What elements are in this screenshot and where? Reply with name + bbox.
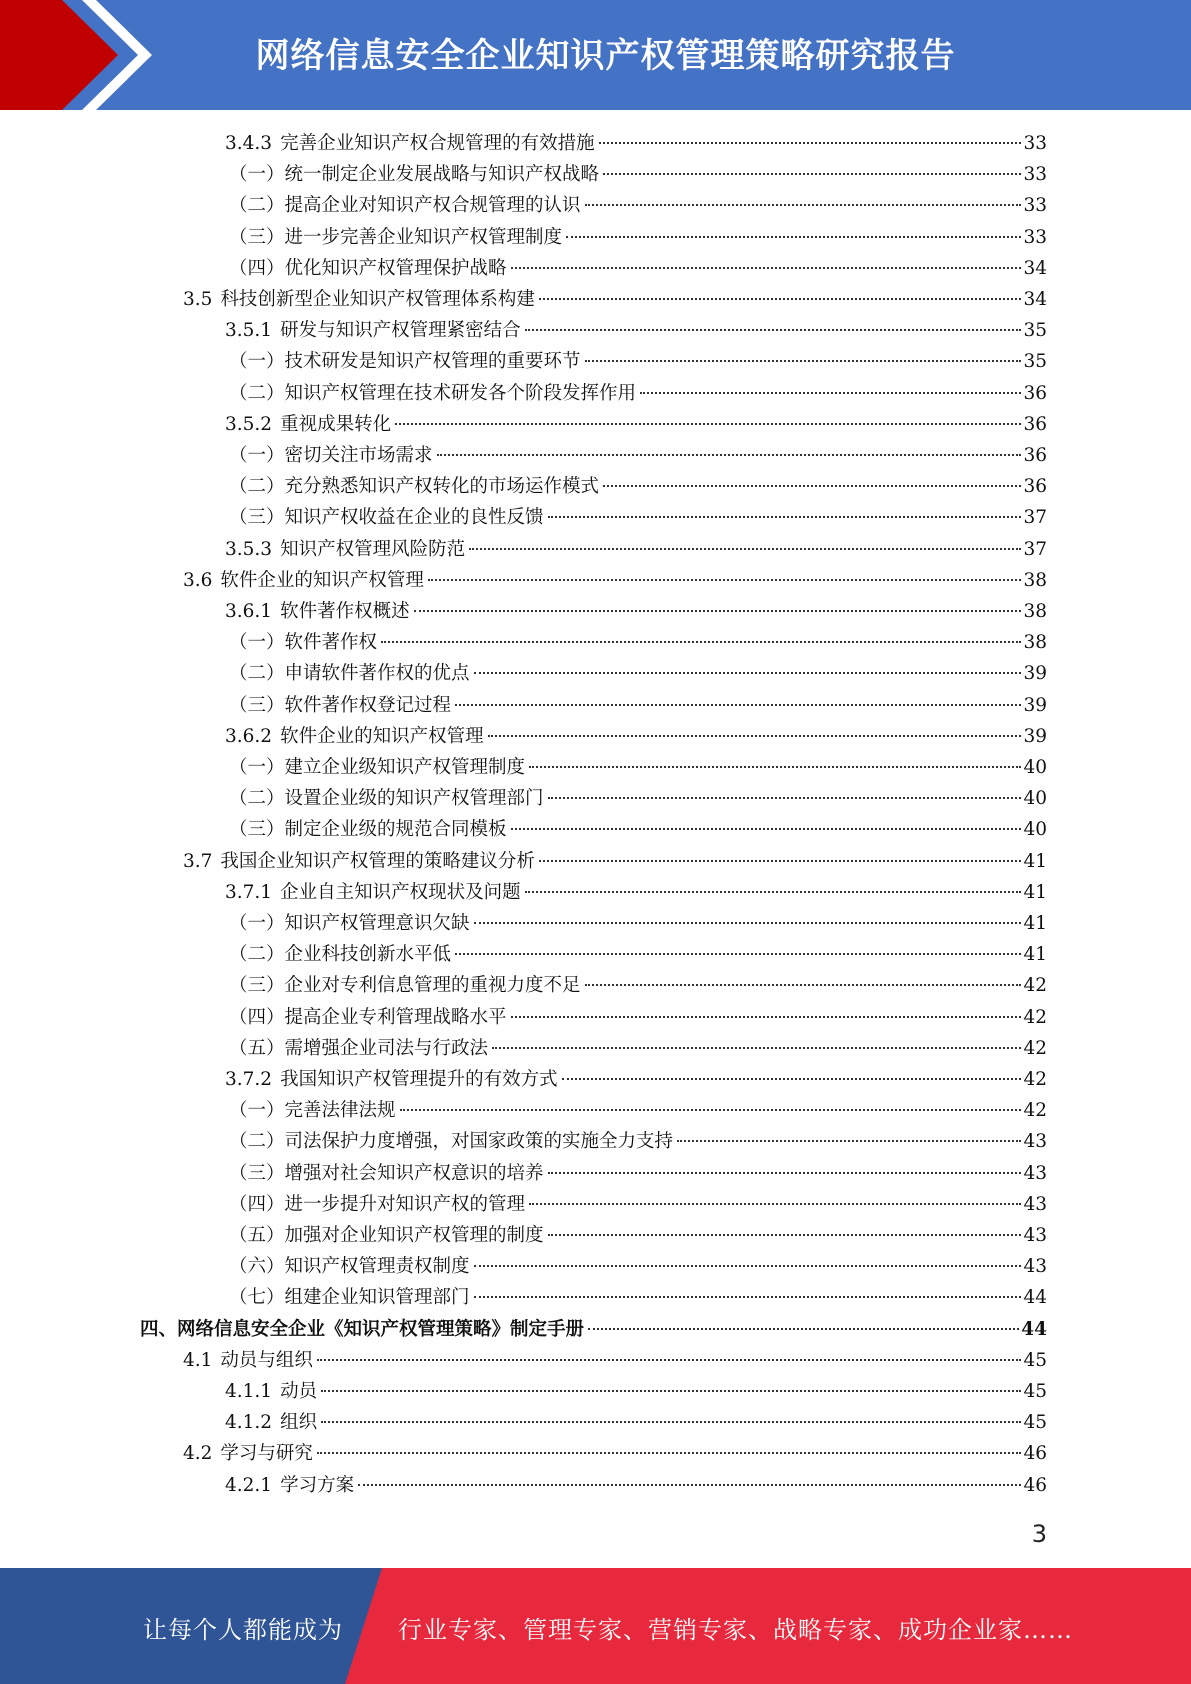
toc-dot-leader (492, 1047, 1021, 1049)
toc-entry-number: 4.1.1 (225, 1381, 273, 1402)
toc-dot-leader (539, 298, 1022, 300)
toc-entry-label: （三）知识产权收益在企业的良性反馈 (229, 507, 544, 529)
toc-dot-leader (474, 1265, 1022, 1267)
toc-entry[interactable] (229, 1220, 1047, 1251)
toc-dot-leader (585, 360, 1022, 362)
toc-entry[interactable] (229, 440, 1047, 471)
toc-entry-label: 软件著作权概述 (280, 601, 410, 622)
toc-entry-page: 37 (1023, 538, 1047, 560)
toc-entry[interactable] (225, 1407, 1047, 1438)
toc-dot-leader (640, 392, 1021, 394)
toc-entry-page: 37 (1023, 507, 1047, 529)
toc-dot-leader (358, 1484, 1021, 1486)
toc-dot-leader (585, 204, 1022, 206)
toc-entry[interactable] (229, 1126, 1047, 1157)
toc-dot-leader (603, 173, 1021, 175)
toc-entry-number: 4.1 (183, 1349, 213, 1371)
toc-entry-page: 36 (1023, 476, 1047, 498)
toc-entry-page: 39 (1023, 725, 1047, 747)
toc-entry[interactable] (225, 877, 1047, 908)
toc-entry-label: （二）知识产权管理在技术研发各个阶段发挥作用 (229, 382, 637, 404)
toc-entry-label: （二）设置企业级的知识产权管理部门 (229, 788, 544, 810)
toc-entry-label: 研发与知识产权管理紧密结合 (280, 320, 521, 342)
toc-entry-page: 38 (1023, 569, 1047, 591)
toc-dot-leader (414, 610, 1022, 612)
toc-entry-page: 38 (1023, 632, 1047, 654)
toc-dot-leader (603, 485, 1021, 487)
toc-dot-leader (585, 984, 1022, 986)
toc-entry[interactable] (229, 1158, 1047, 1189)
toc-entry-label: 完善企业知识产权合规管理的有效措施 (280, 133, 595, 154)
toc-entry[interactable] (225, 1064, 1047, 1095)
toc-entry-label: （三）企业对专利信息管理的重视力度不足 (229, 975, 581, 997)
toc-dot-leader (677, 1140, 1021, 1142)
toc-dot-leader (511, 828, 1022, 830)
toc-entry-page: 41 (1023, 913, 1047, 934)
toc-entry-label: （二）提高企业对知识产权合规管理的认识 (229, 195, 581, 217)
toc-entry[interactable] (229, 1282, 1047, 1313)
toc-entry-page: 42 (1023, 1069, 1047, 1090)
toc-entry-number: 3.4.3 (225, 133, 273, 154)
toc-entry-label: 学习与研究 (220, 1443, 313, 1465)
toc-entry[interactable] (225, 315, 1047, 346)
toc-entry-page: 44 (1021, 1318, 1047, 1340)
toc-dot-leader (317, 1359, 1022, 1361)
toc-entry[interactable] (229, 1251, 1047, 1282)
toc-entry-number: 4.2 (183, 1443, 213, 1465)
toc-entry-label: （三）软件著作权登记过程 (229, 694, 452, 716)
toc-dot-leader (321, 1390, 1021, 1392)
toc-entry[interactable] (183, 1438, 1047, 1469)
toc-entry[interactable] (229, 502, 1047, 533)
toc-entry-label: （一）知识产权管理意识欠缺 (229, 913, 470, 934)
toc-entry[interactable] (229, 627, 1047, 658)
toc-dot-leader (381, 641, 1021, 643)
toc-entry-number: 3.5 (183, 289, 213, 310)
toc-entry[interactable] (229, 970, 1047, 1001)
toc-entry[interactable] (225, 596, 1047, 627)
toc-entry[interactable] (225, 534, 1047, 565)
toc-entry-page: 33 (1023, 164, 1047, 186)
toc-entry-label: （一）软件著作权 (229, 632, 378, 654)
toc-entry-label: （二）司法保护力度增强，对国家政策的实施全力支持 (229, 1131, 674, 1153)
toc-dot-leader (469, 548, 1021, 550)
toc-entry-label: 软件企业的知识产权管理 (220, 569, 424, 591)
toc-entry[interactable] (225, 128, 1047, 159)
toc-entry-page: 43 (1023, 1162, 1047, 1184)
toc-entry[interactable] (229, 814, 1047, 845)
toc-dot-leader (428, 579, 1022, 581)
toc-entry-page: 36 (1023, 445, 1047, 466)
toc-dot-leader (562, 1078, 1022, 1080)
toc-entry-number: 3.5.3 (225, 538, 273, 560)
toc-entry-page: 42 (1023, 1006, 1047, 1028)
toc-entry-page: 36 (1023, 382, 1047, 404)
toc-entry-label: （五）需增强企业司法与行政法 (229, 1037, 489, 1059)
toc-entry[interactable] (229, 1095, 1047, 1126)
toc-entry-page: 35 (1023, 351, 1047, 373)
toc-entry[interactable] (229, 658, 1047, 689)
toc-entry[interactable] (140, 1314, 1047, 1345)
toc-entry-page: 33 (1023, 226, 1047, 248)
toc-entry[interactable] (225, 1376, 1047, 1407)
toc-entry-page: 42 (1023, 1100, 1047, 1122)
toc-entry-page: 39 (1023, 663, 1047, 685)
toc-entry-number: 4.1.2 (225, 1412, 273, 1434)
toc-entry-page: 45 (1023, 1381, 1047, 1402)
toc-dot-leader (474, 922, 1022, 924)
toc-entry-label: （一）建立企业级知识产权管理制度 (229, 757, 526, 778)
toc-dot-leader (548, 516, 1022, 518)
footer-slogan-right: 行业专家、管理专家、营销专家、战略专家、成功企业家…… (398, 1616, 1073, 1644)
toc-dot-leader (529, 1203, 1021, 1205)
toc-entry-page: 41 (1023, 944, 1047, 966)
toc-entry-label: （二）企业科技创新水平低 (229, 944, 452, 966)
toc-entry-label: （七）组建企业知识管理部门 (229, 1287, 470, 1309)
toc-dot-leader (400, 1109, 1022, 1111)
toc-entry-page: 43 (1023, 1193, 1047, 1215)
toc-entry-page: 36 (1023, 413, 1047, 435)
toc-dot-leader (525, 329, 1022, 331)
page-title: 网络信息安全企业知识产权管理策略研究报告 (255, 36, 956, 76)
toc-entry-label: 科技创新型企业知识产权管理体系构建 (220, 289, 535, 310)
toc-dot-leader (511, 267, 1022, 269)
toc-entry-label: （二）申请软件著作权的优点 (229, 663, 470, 685)
toc-entry-page: 43 (1023, 1225, 1047, 1246)
toc-entry-label: 组织 (280, 1412, 318, 1434)
toc-entry-label: 我国企业知识产权管理的策略建议分析 (220, 850, 535, 872)
toc-entry[interactable] (229, 159, 1047, 190)
toc-entry-label: （三）增强对社会知识产权意识的培养 (229, 1162, 544, 1184)
toc-entry-page: 40 (1023, 819, 1047, 841)
toc-dot-leader (474, 672, 1022, 674)
toc-entry-page: 40 (1023, 757, 1047, 778)
toc-entry-label: 四、网络信息安全企业《知识产权管理策略》制定手册 (140, 1318, 585, 1340)
toc-entry[interactable] (229, 908, 1047, 939)
toc-entry-page: 43 (1023, 1131, 1047, 1153)
toc-entry-number: 3.7.2 (225, 1069, 273, 1090)
toc-dot-leader (455, 704, 1021, 706)
toc-entry-label: （四）进一步提升对知识产权的管理 (229, 1193, 526, 1215)
toc-entry-page: 41 (1023, 850, 1047, 872)
toc-dot-leader (317, 1452, 1022, 1454)
toc-entry-number: 3.7.1 (225, 881, 273, 903)
toc-entry-label: 动员 (280, 1381, 318, 1402)
toc-entry[interactable] (229, 471, 1047, 502)
toc-entry-label: （四）提高企业专利管理战略水平 (229, 1006, 507, 1028)
toc-entry[interactable] (229, 378, 1047, 409)
toc-entry-number: 3.5.2 (225, 413, 273, 435)
toc-entry-page: 44 (1023, 1287, 1047, 1309)
toc-entry-page: 42 (1023, 1037, 1047, 1059)
toc-dot-leader (566, 236, 1021, 238)
toc-entry[interactable] (229, 253, 1047, 284)
toc-dot-leader (474, 1296, 1022, 1298)
toc-entry-page: 41 (1023, 881, 1047, 903)
toc-entry-page: 42 (1023, 975, 1047, 997)
toc-dot-leader (511, 1016, 1022, 1018)
toc-entry-label: 知识产权管理风险防范 (280, 538, 466, 560)
toc-entry-label: 软件企业的知识产权管理 (280, 725, 484, 747)
toc-dot-leader (548, 797, 1022, 799)
toc-entry-page: 38 (1023, 601, 1047, 622)
toc-entry[interactable] (229, 752, 1047, 783)
toc-entry-label: 我国知识产权管理提升的有效方式 (280, 1069, 558, 1090)
toc-dot-leader (437, 454, 1022, 456)
page-header (0, 0, 1191, 110)
page-footer (0, 1568, 1191, 1684)
toc-dot-leader (599, 142, 1022, 144)
page-number: 3 (1031, 1520, 1047, 1548)
toc-entry[interactable] (229, 190, 1047, 221)
footer-slogan-left: 让每个人都能成为 (143, 1616, 343, 1644)
toc-entry-page: 33 (1023, 195, 1047, 217)
toc-entry-page: 45 (1023, 1349, 1047, 1371)
toc-entry-label: （一）密切关注市场需求 (229, 445, 433, 466)
toc-entry-label: （一）统一制定企业发展战略与知识产权战略 (229, 164, 600, 186)
toc-dot-leader (548, 1172, 1022, 1174)
toc-dot-leader (525, 891, 1022, 893)
toc-entry[interactable] (229, 1033, 1047, 1064)
toc-dot-leader (588, 1328, 1019, 1330)
toc-entry-label: （六）知识产权管理责权制度 (229, 1256, 470, 1278)
toc-entry-label: 学习方案 (280, 1474, 355, 1496)
toc-entry[interactable] (225, 409, 1047, 440)
toc-entry-page: 34 (1023, 289, 1047, 310)
toc-entry[interactable] (183, 846, 1047, 877)
toc-dot-leader (455, 953, 1021, 955)
toc-entry-label: （四）优化知识产权管理保护战略 (229, 257, 507, 279)
toc-entry-page: 45 (1023, 1412, 1047, 1434)
toc-entry-label: （一）完善法律法规 (229, 1100, 396, 1122)
toc-entry-page: 43 (1023, 1256, 1047, 1278)
toc-dot-leader (539, 860, 1022, 862)
toc-entry-number: 3.6 (183, 569, 213, 591)
toc-entry[interactable] (229, 346, 1047, 377)
toc-entry[interactable] (229, 222, 1047, 253)
toc-entry-number: 4.2.1 (225, 1474, 273, 1496)
toc-entry[interactable] (229, 783, 1047, 814)
toc-entry-page: 46 (1023, 1443, 1047, 1465)
toc-entry[interactable] (183, 284, 1047, 315)
toc-entry-number: 3.6.1 (225, 601, 273, 622)
toc-entry-label: （五）加强对企业知识产权管理的制度 (229, 1225, 544, 1246)
toc-entry[interactable] (229, 1189, 1047, 1220)
toc-dot-leader (488, 735, 1022, 737)
toc-dot-leader (548, 1234, 1022, 1236)
toc-dot-leader (529, 766, 1021, 768)
toc-entry[interactable] (229, 1002, 1047, 1033)
toc-dot-leader (395, 423, 1021, 425)
toc-entry-page: 33 (1023, 133, 1047, 154)
toc-entry[interactable] (183, 565, 1047, 596)
toc-entry-number: 3.7 (183, 850, 213, 872)
toc-dot-leader (321, 1421, 1021, 1423)
toc-entry-label: （三）制定企业级的规范合同模板 (229, 819, 507, 841)
toc-entry-page: 34 (1023, 257, 1047, 279)
toc-entry-number: 3.5.1 (225, 320, 273, 342)
toc-entry-label: （二）充分熟悉知识产权转化的市场运作模式 (229, 476, 600, 498)
toc-entry-page: 40 (1023, 788, 1047, 810)
toc-entry[interactable] (225, 721, 1047, 752)
toc-entry[interactable] (229, 939, 1047, 970)
toc-entry-label: 企业自主知识产权现状及问题 (280, 881, 521, 903)
toc-entry-page: 46 (1023, 1474, 1047, 1496)
toc-entry-number: 3.6.2 (225, 725, 273, 747)
toc-entry-page: 39 (1023, 694, 1047, 716)
toc-entry-label: （一）技术研发是知识产权管理的重要环节 (229, 351, 581, 373)
toc-entry-label: 重视成果转化 (280, 413, 392, 435)
toc-entry-label: （三）进一步完善企业知识产权管理制度 (229, 226, 563, 248)
toc-entry[interactable] (225, 1470, 1047, 1501)
toc-entry[interactable] (229, 690, 1047, 721)
toc-entry-label: 动员与组织 (220, 1349, 313, 1371)
toc-entry[interactable] (183, 1345, 1047, 1376)
toc-entry-page: 35 (1023, 320, 1047, 342)
